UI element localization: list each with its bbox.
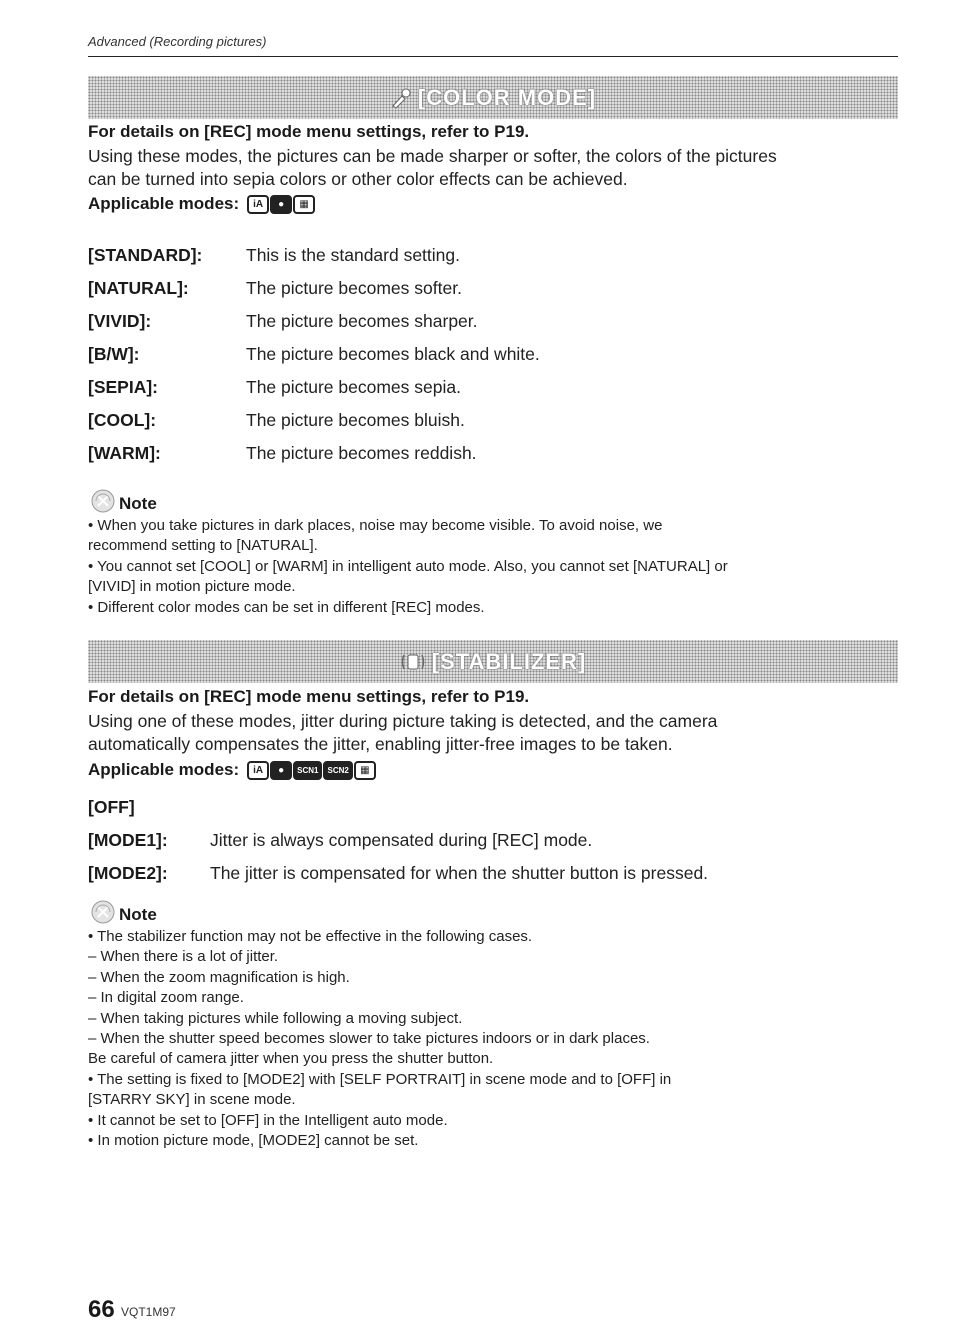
setting-label: [WARM]: bbox=[88, 443, 161, 463]
setting-label: [VIVID]: bbox=[88, 311, 152, 331]
setting-desc: The jitter is compensated for when the shutter button is pressed. bbox=[210, 863, 709, 883]
setting-label: [SEPIA]: bbox=[88, 377, 158, 397]
setting-label: [COOL]: bbox=[88, 410, 157, 430]
stabilizer-title: [STABILIZER] bbox=[431, 648, 587, 674]
header-section-label: Advanced (Recording pictures) bbox=[88, 34, 267, 49]
note-line: • You cannot set [COOL] or [WARM] in intelligent auto mode. Also, you cannot set [NATURAL] or bbox=[88, 558, 728, 575]
stabilizer-banner bbox=[88, 640, 898, 683]
note-line: recommend setting to [NATURAL]. bbox=[88, 537, 318, 554]
note-line: – When taking pictures while following a moving subject. bbox=[88, 1010, 463, 1027]
intro-line: can be turned into sepia colors or other color effects can be achieved. bbox=[88, 169, 628, 189]
note-icon bbox=[88, 899, 116, 930]
header-rule bbox=[88, 56, 898, 57]
scene-mode-1-icon: SCN1 bbox=[293, 761, 322, 780]
setting-row bbox=[88, 410, 465, 431]
note-line: [VIVID] in motion picture mode. bbox=[88, 578, 296, 595]
note-line: – When there is a lot of jitter. bbox=[88, 948, 279, 965]
applicable-label: Applicable modes: bbox=[88, 194, 240, 213]
setting-row bbox=[88, 245, 460, 266]
note-line: • The setting is fixed to [MODE2] with [SELF PORTRAIT] in scene mode and to [OFF] in bbox=[88, 1071, 672, 1088]
setting-desc: The picture becomes black and white. bbox=[246, 344, 540, 364]
note-heading bbox=[88, 488, 157, 519]
note-line: • It cannot be set to [OFF] in the Intelligent auto mode. bbox=[88, 1112, 448, 1129]
intro-line: automatically compensates the jitter, enabling jitter-free images to be taken. bbox=[88, 734, 673, 754]
setting-desc: This is the standard setting. bbox=[246, 245, 460, 265]
note-line: – In digital zoom range. bbox=[88, 989, 244, 1006]
color-mode-refer: For details on [REC] mode menu settings, refer to P19. bbox=[88, 122, 530, 141]
setting-row-off bbox=[88, 797, 135, 818]
intelligent-auto-mode-icon: iA bbox=[247, 761, 269, 780]
color-mode-intro bbox=[88, 145, 903, 191]
setting-desc: The picture becomes bluish. bbox=[246, 410, 465, 430]
color-mode-banner bbox=[88, 76, 898, 119]
motion-picture-mode-icon: ▦ bbox=[293, 195, 315, 214]
setting-label: [MODE2]: bbox=[88, 863, 168, 883]
note-title: Note bbox=[119, 493, 157, 513]
color-mode-applicable bbox=[88, 194, 315, 214]
setting-desc: Jitter is always compensated during [REC] mode. bbox=[210, 830, 593, 850]
setting-row bbox=[88, 311, 478, 332]
setting-row bbox=[88, 377, 461, 398]
setting-label: [STANDARD]: bbox=[88, 245, 203, 265]
intro-line: Using these modes, the pictures can be made sharper or softer, the colors of the pictures bbox=[88, 146, 777, 166]
setting-row bbox=[88, 443, 477, 464]
setting-desc: The picture becomes sharper. bbox=[246, 311, 478, 331]
setting-row bbox=[88, 278, 462, 299]
note-line: • When you take pictures in dark places, noise may become visible. To avoid noise, we bbox=[88, 517, 663, 534]
setting-label: [OFF] bbox=[88, 797, 135, 817]
setting-desc: The picture becomes softer. bbox=[246, 278, 462, 298]
stabilizer-intro bbox=[88, 710, 903, 756]
note-line: [STARRY SKY] in scene mode. bbox=[88, 1091, 296, 1108]
note-line: • Different color modes can be set in different [REC] modes. bbox=[88, 599, 485, 616]
note-line: Be careful of camera jitter when you press the shutter button. bbox=[88, 1050, 494, 1067]
note-line: • In motion picture mode, [MODE2] cannot be set. bbox=[88, 1132, 419, 1149]
stabilizer-refer: For details on [REC] mode menu settings, refer to P19. bbox=[88, 687, 530, 706]
setting-desc: The picture becomes sepia. bbox=[246, 377, 461, 397]
normal-picture-mode-icon: ● bbox=[270, 195, 292, 214]
note-title: Note bbox=[119, 904, 157, 924]
note-line: • The stabilizer function may not be effective in the following cases. bbox=[88, 928, 533, 945]
color-mode-icon bbox=[390, 87, 412, 109]
setting-label: [MODE1]: bbox=[88, 830, 168, 850]
stabilizer-applicable bbox=[88, 760, 376, 780]
intro-line: Using one of these modes, jitter during picture taking is detected, and the camera bbox=[88, 711, 718, 731]
normal-picture-mode-icon: ● bbox=[270, 761, 292, 780]
stabilizer-icon bbox=[400, 651, 426, 673]
setting-label: [B/W]: bbox=[88, 344, 140, 364]
applicable-label: Applicable modes: bbox=[88, 760, 240, 779]
setting-row bbox=[88, 344, 540, 365]
motion-picture-mode-icon: ▦ bbox=[354, 761, 376, 780]
setting-row bbox=[88, 863, 709, 884]
page-number: 66 bbox=[88, 1296, 115, 1323]
scene-mode-2-icon: SCN2 bbox=[323, 761, 352, 780]
intelligent-auto-mode-icon: iA bbox=[247, 195, 269, 214]
note-line: – When the zoom magnification is high. bbox=[88, 969, 350, 986]
note-icon bbox=[88, 488, 116, 519]
setting-desc: The picture becomes reddish. bbox=[246, 443, 477, 463]
note-line: – When the shutter speed becomes slower to take pictures indoors or in dark places. bbox=[88, 1030, 650, 1047]
note-heading bbox=[88, 899, 157, 930]
setting-label: [NATURAL]: bbox=[88, 278, 189, 298]
color-mode-title: [COLOR MODE] bbox=[417, 84, 597, 110]
document-code: VQT1M97 bbox=[121, 1305, 176, 1319]
setting-row bbox=[88, 830, 593, 851]
